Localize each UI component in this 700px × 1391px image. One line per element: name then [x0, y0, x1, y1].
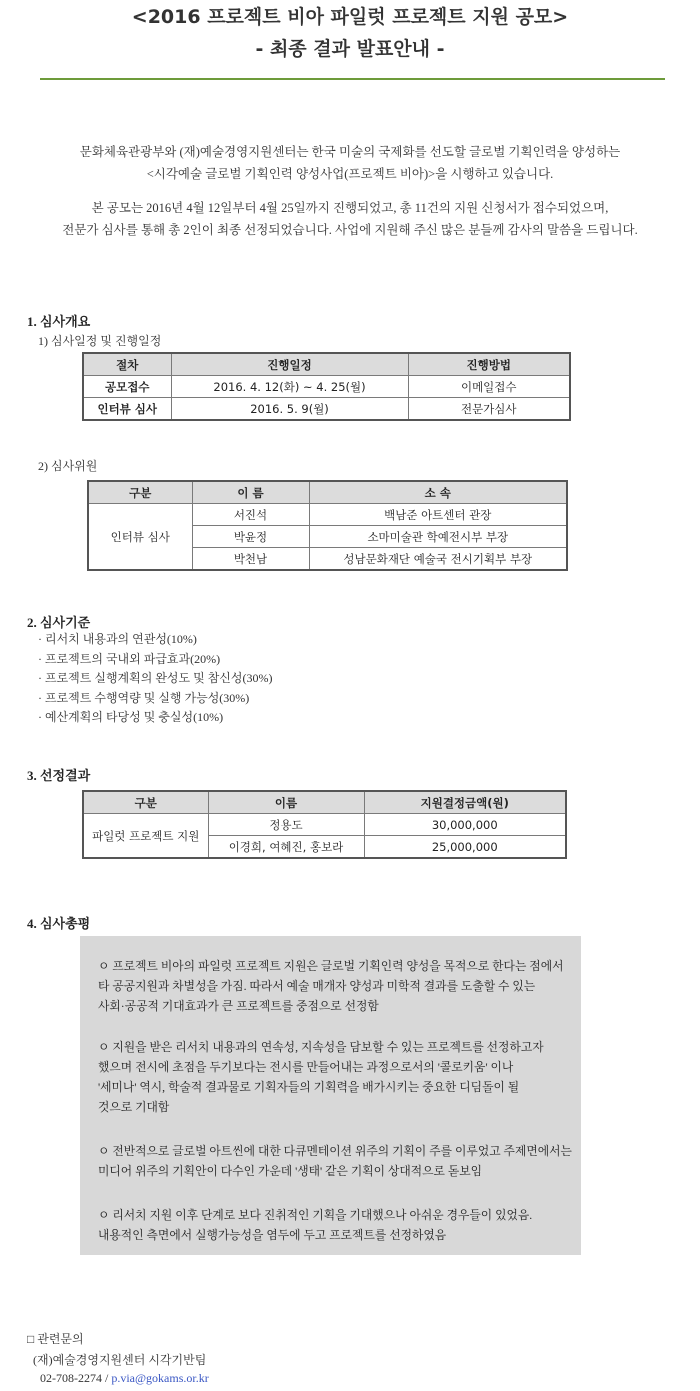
review-line: 타 공공지원과 차별성을 가짐. 따라서 예술 매개자 양성과 미학적 결과를 도출할 수 있는	[98, 979, 536, 993]
section-2-heading: 2. 심사기준	[27, 615, 91, 630]
review-line: ㅇ 전반적으로 글로벌 아트씬에 대한 다큐멘테이션 위주의 기획이 주를 이루었고 주제면에서는	[98, 1144, 572, 1158]
page-title: <2016 프로젝트 비아 파일럿 프로젝트 지원 공모>	[131, 6, 569, 28]
table-cell: 박윤정	[192, 526, 309, 548]
review-line: 사회·공공적 기대효과가 큰 프로젝트를 중점으로 선정함	[98, 999, 379, 1013]
table-header: 진행방법	[408, 353, 570, 376]
table-row	[83, 376, 570, 398]
review-paragraph-4	[98, 1205, 573, 1245]
contact-separator: /	[102, 1371, 112, 1385]
table-cell: 정용도	[208, 814, 364, 836]
list-item: · 프로젝트의 국내외 파급효과(20%)	[38, 651, 221, 666]
table-header: 구분	[88, 481, 192, 504]
table-cell: 소마미술관 학예전시부 부장	[309, 526, 567, 548]
list-item: · 리서치 내용과의 연관성(10%)	[38, 632, 197, 646]
table-header: 소 속	[309, 481, 567, 504]
table-cell: 전문가심사	[408, 398, 570, 421]
contact-heading: □ 관련문의	[27, 1332, 84, 1346]
results-table	[82, 790, 567, 859]
section-4-heading: 4. 심사총평	[27, 916, 91, 931]
schedule-table	[82, 352, 571, 421]
table-row	[83, 398, 570, 421]
page-subtitle: - 최종 결과 발표안내 -	[255, 38, 445, 60]
list-item: · 프로젝트 실행계획의 완성도 및 참신성(30%)	[38, 671, 273, 685]
table-header: 지원결정금액(원)	[364, 791, 566, 814]
review-paragraph-1	[98, 956, 573, 1016]
contact-email-link[interactable]: p.via@gokams.or.kr	[111, 1371, 209, 1385]
table-header: 절차	[83, 353, 171, 376]
table-row	[88, 504, 567, 526]
review-line: '세미나' 역시, 학술적 결과물로 기획자들의 기획력을 배가시키는 중요한 디딤돌이 될	[98, 1080, 520, 1094]
review-line: ㅇ 지원을 받은 리서치 내용과의 연속성, 지속성을 담보할 수 있는 프로젝트를 선정하고자	[98, 1040, 544, 1054]
criteria-list	[38, 630, 272, 728]
table-row	[83, 814, 566, 836]
intro-paragraph-2	[0, 197, 700, 241]
table-cell: 백남준 아트센터 관장	[309, 504, 567, 526]
review-line: 했으며 전시에 초점을 두기보다는 전시를 만들어내는 과정으로서의 '콜로키움' 이나	[98, 1060, 514, 1074]
table-header: 이름	[208, 791, 364, 814]
table-cell: 서진석	[192, 504, 309, 526]
review-paragraph-3	[98, 1141, 573, 1181]
table-cell: 2016. 5. 9(월)	[171, 398, 408, 421]
header-divider	[40, 78, 665, 80]
table-header: 이 름	[192, 481, 309, 504]
table-cell: 박천남	[192, 548, 309, 571]
intro-line: 문화체육관광부와 (재)예술경영지원센터는 한국 미술의 국제화를 선도할 글로벌 기획인력을 양성하는	[79, 145, 621, 159]
table-header: 진행일정	[171, 353, 408, 376]
table-cell: 30,000,000	[364, 814, 566, 836]
section-1-heading: 1. 심사개요	[27, 314, 91, 329]
table-header-row	[83, 791, 566, 814]
table-cell: 공모접수	[83, 376, 171, 398]
intro-line: 본 공모는 2016년 4월 12일부터 4월 25일까지 진행되었고, 총 11건의 지원 신청서가 접수되었으며,	[91, 201, 609, 215]
section-3-heading: 3. 선정결과	[27, 768, 91, 783]
contact-org: (재)예술경영지원센터 시각기반팀	[33, 1353, 207, 1367]
review-line: 내용적인 측면에서 실행가능성을 염두에 두고 프로젝트를 선정하였음	[98, 1228, 447, 1242]
table-cell: 인터뷰 심사	[88, 504, 192, 571]
table-cell: 25,000,000	[364, 836, 566, 859]
list-item: · 예산계획의 타당성 및 충실성(10%)	[38, 710, 224, 724]
schedule-subheading: 1) 심사일정 및 진행일정	[38, 334, 162, 348]
review-paragraph-2	[98, 1037, 573, 1117]
table-header-row	[83, 353, 570, 376]
table-cell: 2016. 4. 12(화) ~ 4. 25(월)	[171, 376, 408, 398]
table-header: 구분	[83, 791, 208, 814]
table-cell: 인터뷰 심사	[83, 398, 171, 421]
review-line: 미디어 위주의 기획안이 다수인 가운데 '생태' 같은 기획이 상대적으로 돋보임	[98, 1164, 483, 1178]
intro-line: 전문가 심사를 통해 총 2인이 최종 선정되었습니다. 사업에 지원해 주신 많은 분들께 감사의 말씀을 드립니다.	[62, 223, 638, 237]
committee-subheading: 2) 심사위원	[38, 459, 98, 473]
review-line: 것으로 기대함	[98, 1100, 170, 1114]
table-cell: 이메일접수	[408, 376, 570, 398]
contact-phone: 02-708-2274	[40, 1371, 102, 1385]
intro-line: <시각예술 글로벌 기획인력 양성사업(프로젝트 비아)>을 시행하고 있습니다.	[146, 167, 554, 181]
table-cell: 파일럿 프로젝트 지원	[83, 814, 208, 859]
table-cell: 이경희, 여혜진, 홍보라	[208, 836, 364, 859]
table-header-row	[88, 481, 567, 504]
intro-paragraph-1	[0, 141, 700, 185]
list-item: · 프로젝트 수행역량 및 실행 가능성(30%)	[38, 690, 250, 705]
review-line: ㅇ 프로젝트 비아의 파일럿 프로젝트 지원은 글로벌 기획인력 양성을 목적으로 한다는 점에서	[98, 959, 564, 973]
contact-line	[40, 1371, 209, 1386]
committee-table	[87, 480, 568, 571]
table-cell: 성남문화재단 예술국 전시기획부 부장	[309, 548, 567, 571]
review-line: ㅇ 리서치 지원 이후 단계로 보다 진취적인 기획을 기대했으나 아쉬운 경우들이 있었음.	[98, 1208, 533, 1222]
